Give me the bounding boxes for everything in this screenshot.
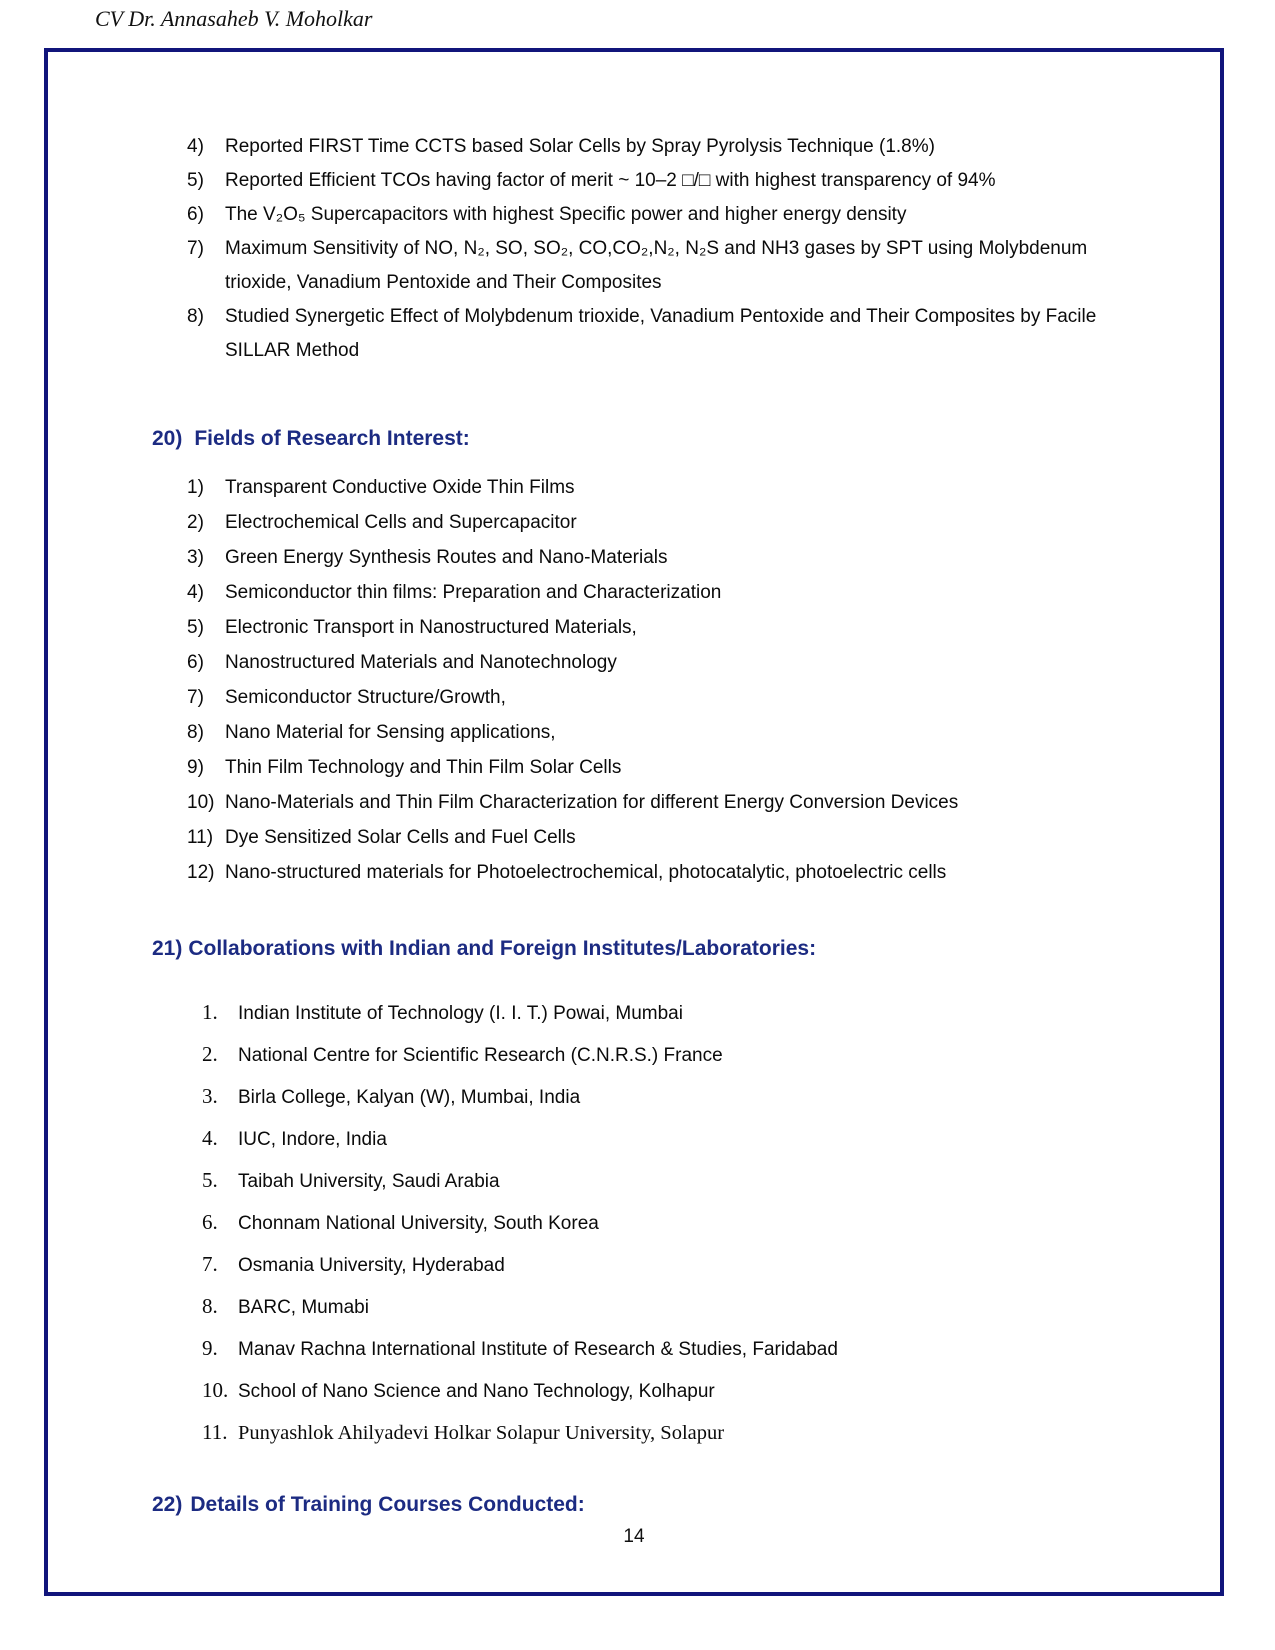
list-item-text: Taibah University, Saudi Arabia [238,1171,500,1192]
collaboration-item [202,1210,1102,1252]
list-item-number: 7. [202,1252,218,1276]
list-item-text: Birla College, Kalyan (W), Mumbai, India [238,1087,581,1108]
page-border-frame [44,48,1224,1596]
research-interest-item [187,610,1100,645]
collaboration-item [202,1000,1102,1042]
research-interest-item [187,785,1100,820]
list-item-text: Semiconductor Structure/Growth, [225,687,506,708]
list-item-number: 9. [202,1336,218,1360]
section-title: Collaborations with Indian and Foreign Institutes/Laboratories: [188,937,817,960]
section-heading-fields-of-research [152,424,1220,454]
list-item-text: Nano-Materials and Thin Film Characterization for different Energy Conversion Devices [225,792,959,813]
list-item-number: 8) [187,306,204,327]
list-item-text: Thin Film Technology and Thin Film Solar Cells [225,757,622,778]
research-interest-item [187,505,1100,540]
list-item-number: 10. [202,1378,229,1402]
list-item-text: BARC, Mumabi [238,1297,369,1318]
collaboration-item [202,1168,1102,1210]
page-content [48,52,1220,1592]
list-item-number: 5) [187,617,204,638]
section-title: Details of Training Courses Conducted: [190,1493,585,1516]
research-interest-item [187,750,1100,785]
section-title: Fields of Research Interest: [194,427,470,450]
research-interest-item [187,645,1100,680]
list-item-text: Nano Material for Sensing applications, [225,722,556,743]
list-item-number: 7) [187,687,204,708]
list-item-number: 3) [187,547,204,568]
collaboration-item [202,1042,1102,1084]
collaboration-item [202,1378,1102,1420]
list-item-number: 5) [187,170,204,191]
list-item-text: Studied Synergetic Effect of Molybdenum trioxide, Vanadium Pentoxide and Their Composites by Facile SILLAR Method [225,306,1097,361]
list-item-text: Maximum Sensitivity of NO, N₂, SO, SO₂, CO,CO₂,N₂, N₂S and NH3 gases by SPT using Molybdenum trioxide, Vanadium Pentoxide and Their Composites [225,238,1088,293]
section-number: 21) [152,937,183,960]
list-item-text: Manav Rachna International Institute of Research & Studies, Faridabad [238,1339,838,1360]
list-item-text: Punyashlok Ahilyadevi Holkar Solapur University, Solapur [238,1422,725,1444]
research-interest-item [187,855,1100,890]
list-item-text: Electrochemical Cells and Supercapacitor [225,512,577,533]
list-item-number: 10) [187,792,215,813]
list-item-text: Nanostructured Materials and Nanotechnology [225,652,617,673]
list-item-text: Chonnam National University, South Korea [238,1213,599,1234]
document-header: CV Dr. Annasaheb V. Moholkar [95,6,373,31]
achievement-list-item [187,198,1100,232]
collaboration-item [202,1126,1102,1168]
achievements-list [187,130,1100,368]
research-interest-item [187,540,1100,575]
achievement-list-item [187,232,1100,300]
collaboration-item [202,1084,1102,1126]
list-item-text: IUC, Indore, India [238,1129,387,1150]
list-item-text: Electronic Transport in Nanostructured Materials, [225,617,637,638]
collaborations-list [202,1000,1102,1462]
research-interest-item [187,470,1100,505]
list-item-number: 4) [187,136,204,157]
list-item-number: 9) [187,757,204,778]
list-item-text: School of Nano Science and Nano Technology, Kolhapur [238,1381,715,1402]
list-item-text: Reported FIRST Time CCTS based Solar Cells by Spray Pyrolysis Technique (1.8%) [225,136,935,157]
achievement-list-item [187,164,1100,198]
research-interest-item [187,680,1100,715]
list-item-number: 6) [187,204,204,225]
list-item-number: 11. [202,1420,228,1444]
collaboration-item [202,1420,1102,1462]
list-item-text: Green Energy Synthesis Routes and Nano-Materials [225,547,668,568]
list-item-number: 4) [187,582,204,603]
achievement-list-item [187,130,1100,164]
list-item-text: Reported Efficient TCOs having factor of merit ~ 10–2 □/□ with highest transparency of 94% [225,170,996,191]
research-interests-list [187,470,1100,890]
list-item-text: Indian Institute of Technology (I. I. T.) Powai, Mumbai [238,1003,683,1024]
list-item-number: 8) [187,722,204,743]
achievement-list-item [187,300,1100,368]
list-item-number: 6. [202,1210,218,1234]
list-item-number: 2) [187,512,204,533]
page-number: 14 [623,1526,645,1547]
list-item-text: Dye Sensitized Solar Cells and Fuel Cells [225,827,576,848]
collaboration-item [202,1252,1102,1294]
list-item-number: 11) [187,827,214,848]
section-heading-training-courses [152,1490,1220,1520]
collaboration-item [202,1294,1102,1336]
list-item-text: Transparent Conductive Oxide Thin Films [225,477,575,498]
research-interest-item [187,715,1100,750]
list-item-number: 1) [187,477,204,498]
list-item-number: 5. [202,1168,218,1192]
list-item-text: The V₂O₅ Supercapacitors with highest Specific power and higher energy density [225,204,907,225]
section-heading-collaborations [152,934,1220,964]
list-item-number: 6) [187,652,204,673]
list-item-number: 12) [187,862,215,883]
list-item-text: Semiconductor thin films: Preparation and Characterization [225,582,722,603]
list-item-number: 8. [202,1294,218,1318]
section-number: 22) [152,1493,183,1516]
list-item-text: Osmania University, Hyderabad [238,1255,505,1276]
list-item-number: 7) [187,238,204,259]
section-number: 20) [152,427,183,450]
collaboration-item [202,1336,1102,1378]
research-interest-item [187,575,1100,610]
list-item-number: 2. [202,1042,218,1066]
research-interest-item [187,820,1100,855]
list-item-number: 1. [202,1000,218,1024]
list-item-number: 3. [202,1084,218,1108]
list-item-number: 4. [202,1126,218,1150]
list-item-text: Nano-structured materials for Photoelectrochemical, photocatalytic, photoelectric cells [225,862,947,883]
list-item-text: National Centre for Scientific Research (C.N.R.S.) France [238,1045,723,1066]
